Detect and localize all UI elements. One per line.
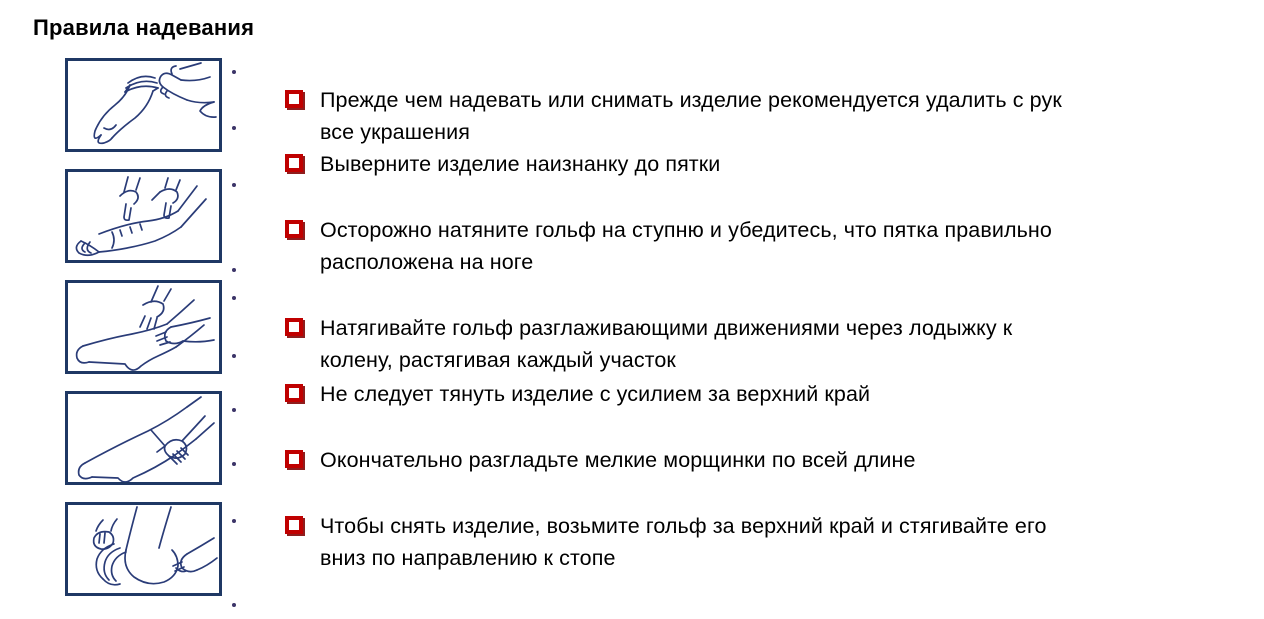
instruction-item bbox=[285, 444, 1205, 476]
instruction-text bbox=[320, 312, 1012, 376]
instruction-text bbox=[320, 444, 916, 476]
invert-stocking-illustration bbox=[68, 61, 219, 149]
instruction-line: Чтобы снять изделие, возьмите гольф за верхний край и стягивайте его bbox=[320, 514, 1047, 538]
instruction-line: Не следует тянуть изделие с усилием за верхний край bbox=[320, 382, 871, 406]
marker-dot bbox=[232, 70, 236, 74]
marker-dot bbox=[232, 354, 236, 358]
instruction-line: расположена на ноге bbox=[320, 250, 534, 274]
marker-dot bbox=[232, 183, 236, 187]
figures-column bbox=[65, 58, 222, 613]
instruction-line: Прежде чем надевать или снимать изделие рекомендуется удалить с рук bbox=[320, 88, 1062, 112]
instruction-item bbox=[285, 378, 1205, 410]
instruction-text bbox=[320, 84, 1062, 148]
instruction-line: вниз по направлению к стопе bbox=[320, 546, 616, 570]
instruction-line: Осторожно натяните гольф на ступню и убедитесь, что пятка правильно bbox=[320, 218, 1052, 242]
marker-dot bbox=[232, 126, 236, 130]
smooth-ankle-illustration bbox=[68, 283, 219, 371]
instruction-text bbox=[320, 148, 720, 180]
figure-step-4 bbox=[65, 391, 222, 485]
figure-step-2 bbox=[65, 169, 222, 263]
pull-over-foot-illustration bbox=[68, 172, 219, 260]
page-title: Правила надевания bbox=[33, 15, 255, 40]
instruction-item bbox=[285, 84, 1205, 148]
checkbox-bullet-icon bbox=[285, 90, 303, 108]
checkbox-bullet-icon bbox=[285, 516, 303, 534]
checkbox-bullet-icon bbox=[285, 318, 303, 336]
marker-dot bbox=[232, 519, 236, 523]
figure-step-1 bbox=[65, 58, 222, 152]
checkbox-bullet-icon bbox=[285, 450, 303, 468]
marker-dot bbox=[232, 408, 236, 412]
instruction-line: колену, растягивая каждый участок bbox=[320, 348, 676, 372]
instruction-text bbox=[320, 214, 1052, 278]
instruction-list bbox=[285, 84, 1205, 574]
checkbox-bullet-icon bbox=[285, 154, 303, 172]
instruction-item bbox=[285, 312, 1205, 376]
marker-dot bbox=[232, 462, 236, 466]
marker-dot bbox=[232, 268, 236, 272]
instruction-line: все украшения bbox=[320, 120, 470, 144]
remove-stocking-illustration bbox=[68, 505, 219, 593]
marker-dot bbox=[232, 603, 236, 607]
pull-up-leg-illustration bbox=[68, 394, 219, 482]
instruction-text bbox=[320, 510, 1047, 574]
checkbox-bullet-icon bbox=[285, 384, 303, 402]
instruction-line: Выверните изделие наизнанку до пятки bbox=[320, 152, 721, 176]
marker-dot bbox=[232, 296, 236, 300]
instruction-line: Натягивайте гольф разглаживающими движениями через лодыжку к bbox=[320, 316, 1013, 340]
instruction-line: Окончательно разгладьте мелкие морщинки по всей длине bbox=[320, 448, 916, 472]
instruction-item bbox=[285, 510, 1205, 574]
instruction-text bbox=[320, 378, 870, 410]
instruction-item bbox=[285, 214, 1205, 278]
figure-step-5 bbox=[65, 502, 222, 596]
figure-step-3 bbox=[65, 280, 222, 374]
instruction-item bbox=[285, 148, 1205, 180]
checkbox-bullet-icon bbox=[285, 220, 303, 238]
